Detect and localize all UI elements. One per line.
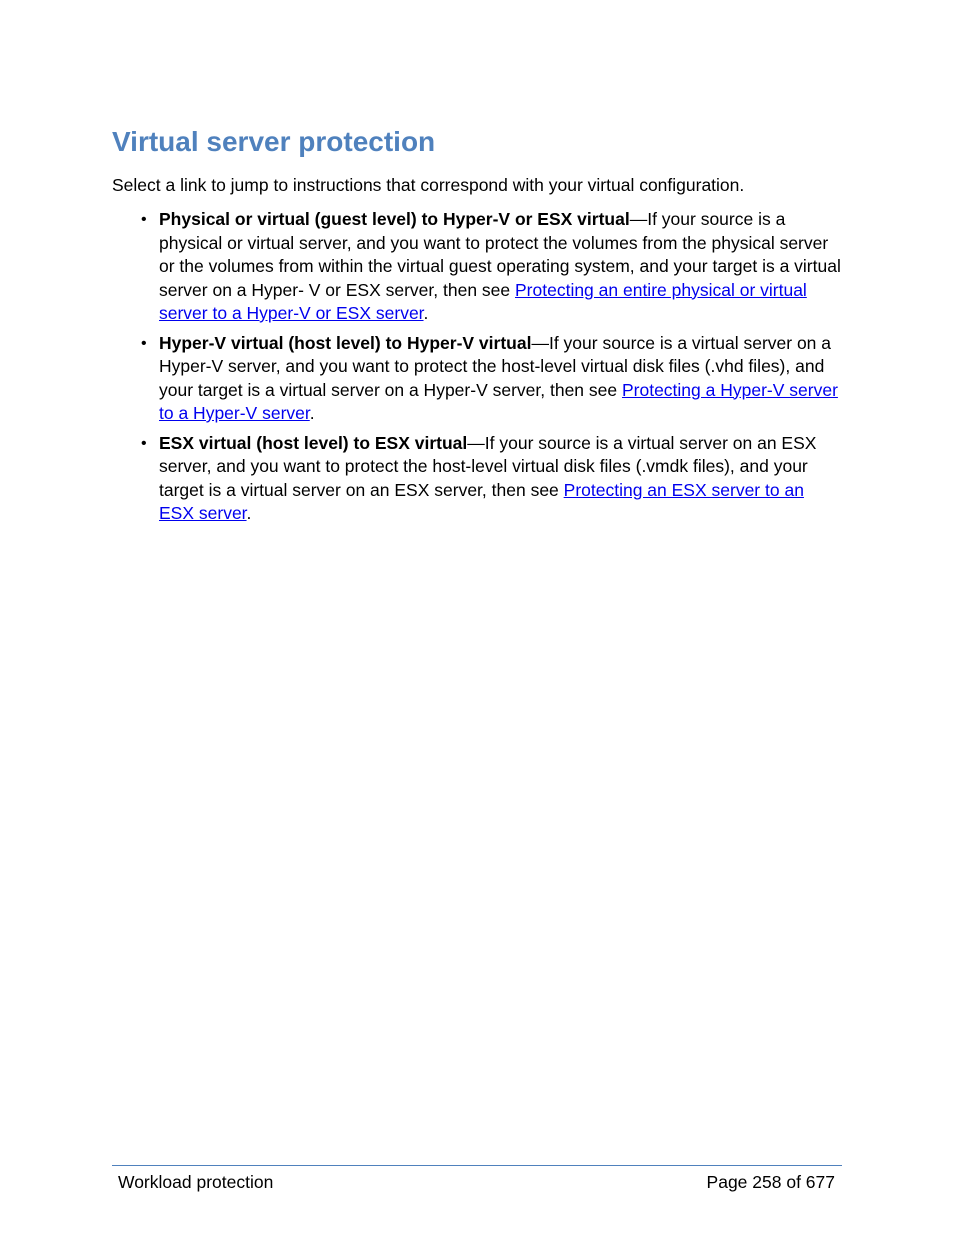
footer-divider bbox=[112, 1165, 842, 1166]
page-title: Virtual server protection bbox=[112, 126, 436, 157]
item-end: . bbox=[309, 403, 315, 423]
item-heading: Physical or virtual (guest level) to Hyper-V or ESX virtual bbox=[159, 209, 630, 229]
item-end: . bbox=[246, 503, 252, 523]
item-body: —If your source is a virtual server on a Hyper-V server, and you want to protect the host-level virtual disk files (.vhd files), and your target is a virtual server on a Hyper-V server, then see bbox=[159, 332, 832, 400]
bullet-marker: • bbox=[141, 334, 147, 352]
list-item bbox=[112, 332, 842, 426]
item-body: —If your source is a physical or virtual server, and you want to protect the volumes from the physical server or the volumes from within the virtual guest operating system, and your target is a virtual server on a Hyper- V or ESX server, then see bbox=[159, 209, 841, 300]
list-item bbox=[112, 208, 842, 326]
bullet-marker: • bbox=[141, 211, 147, 228]
configuration-list bbox=[112, 208, 842, 532]
bullet-marker: • bbox=[141, 434, 147, 452]
link-esx-to-esx[interactable]: Protecting an ESX server to an ESX server bbox=[159, 479, 804, 523]
link-hyperv-to-hyperv[interactable]: Protecting a Hyper-V server to a Hyper-V server bbox=[159, 379, 838, 423]
item-heading: Hyper-V virtual (host level) to Hyper-V virtual bbox=[159, 332, 532, 353]
link-physical-or-virtual-to-hyperv-or-esx[interactable]: Protecting an entire physical or virtual server to a Hyper-V or ESX server bbox=[159, 279, 807, 323]
item-end: . bbox=[423, 303, 429, 323]
item-body: —If your source is a virtual server on an ESX server, and you want to protect the host-level virtual disk files (.vmdk files), and your target is a virtual server on an ESX server, then see bbox=[159, 432, 817, 500]
intro-text: Select a link to jump to instructions that correspond with your virtual configuration. bbox=[112, 175, 745, 195]
list-item bbox=[112, 432, 842, 526]
footer-page-number: Page 258 of 677 bbox=[706, 1172, 835, 1192]
footer-section-name: Workload protection bbox=[118, 1172, 274, 1192]
item-heading: ESX virtual (host level) to ESX virtual bbox=[159, 432, 468, 453]
